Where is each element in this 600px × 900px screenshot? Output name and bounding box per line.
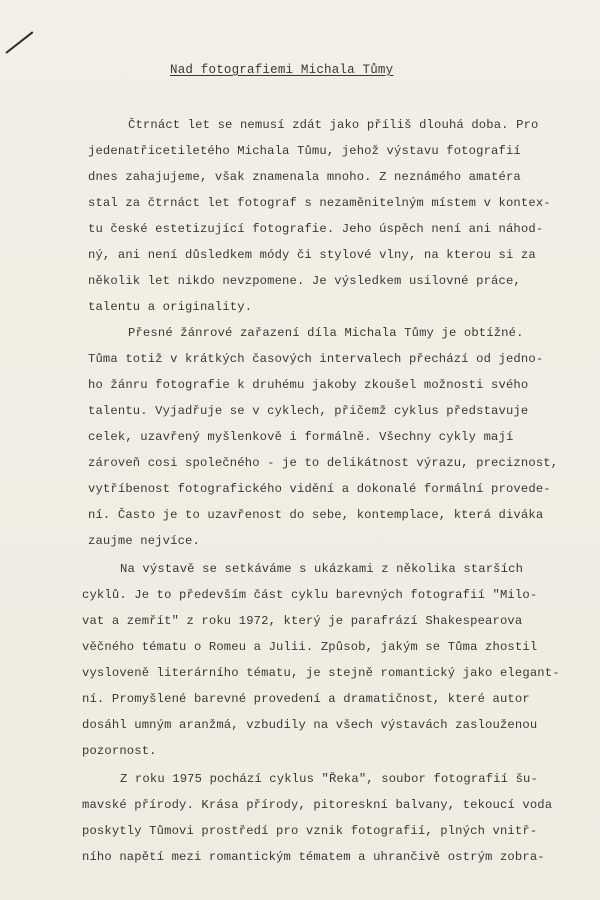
text-line: Na výstavě se setkáváme s ukázkami z několika starších bbox=[120, 562, 524, 576]
pen-slash-mark bbox=[5, 31, 33, 54]
text-line: zaujme nejvíce. bbox=[88, 534, 200, 548]
text-line: zároveň cosi společného - je to delikátnost výrazu, preciznost, bbox=[88, 456, 559, 470]
text-line: poskytly Tůmovi prostředí pro vznik fotografií, plných vnitř- bbox=[82, 824, 538, 838]
text-line: Čtrnáct let se nemusí zdát jako příliš dlouhá doba. Pro bbox=[128, 118, 539, 132]
text-line: celek, uzavřený myšlenkově i formálně. Všechny cykly mají bbox=[88, 430, 514, 444]
text-line: ný, ani není důsledkem módy či stylové vlny, na kterou si za bbox=[88, 248, 536, 262]
document-title: Nad fotografiemi Michala Tůmy bbox=[170, 63, 394, 77]
text-line: talentu a originality. bbox=[88, 300, 253, 314]
text-line: tu české estetizující fotografie. Jeho úspěch není ani náhod- bbox=[88, 222, 544, 236]
text-line: mavské přírody. Krása přírody, pitoreskní balvany, tekoucí voda bbox=[82, 798, 553, 812]
text-line: ní. Často je to uzavřenost do sebe, kontemplace, která diváka bbox=[88, 508, 544, 522]
text-line: jedenatřicetiletého Michala Tůmu, jehož výstavu fotografií bbox=[88, 144, 521, 158]
text-line: ní. Promyšlené barevné provedení a dramatičnost, které autor bbox=[82, 692, 530, 706]
text-line: Přesné žánrové zařazení díla Michala Tůmy je obtížné. bbox=[128, 326, 524, 340]
text-line: vytříbenost fotografického vidění a dokonalé formální provede- bbox=[88, 482, 551, 496]
text-line: cyklů. Je to především část cyklu barevných fotografií "Milo- bbox=[82, 588, 538, 602]
text-line: dnes zahajujeme, však znamenala mnoho. Z neznámého amatéra bbox=[88, 170, 521, 184]
text-line: pozornost. bbox=[82, 744, 157, 758]
text-line: vysloveně literárního tématu, je stejně romantický jako elegant- bbox=[82, 666, 560, 680]
text-line: několik let nikdo nevzpomene. Je výsledkem usilovné práce, bbox=[88, 274, 521, 288]
text-line: věčného tématu o Romeu a Julii. Způsob, jakým se Tůma zhostil bbox=[82, 640, 538, 654]
text-line: vat a zemřít" z roku 1972, který je parafrází Shakespearova bbox=[82, 614, 523, 628]
text-line: Tůma totiž v krátkých časových intervalech přechází od jedno- bbox=[88, 352, 544, 366]
text-line: stal za čtrnáct let fotograf s nezaměnitelným místem v kontex- bbox=[88, 196, 551, 210]
text-line: talentu. Vyjadřuje se v cyklech, přičemž cyklus představuje bbox=[88, 404, 529, 418]
text-line: dosáhl umným aranžmá, vzbudily na všech výstavách zaslouženou bbox=[82, 718, 538, 732]
text-line: ního napětí mezi romantickým tématem a uhrančivě ostrým zobra- bbox=[82, 850, 545, 864]
text-line: Z roku 1975 pochází cyklus "Řeka", soubor fotografií šu- bbox=[120, 772, 538, 786]
text-line: ho žánru fotografie k druhému jakoby zkoušel možnosti svého bbox=[88, 378, 529, 392]
